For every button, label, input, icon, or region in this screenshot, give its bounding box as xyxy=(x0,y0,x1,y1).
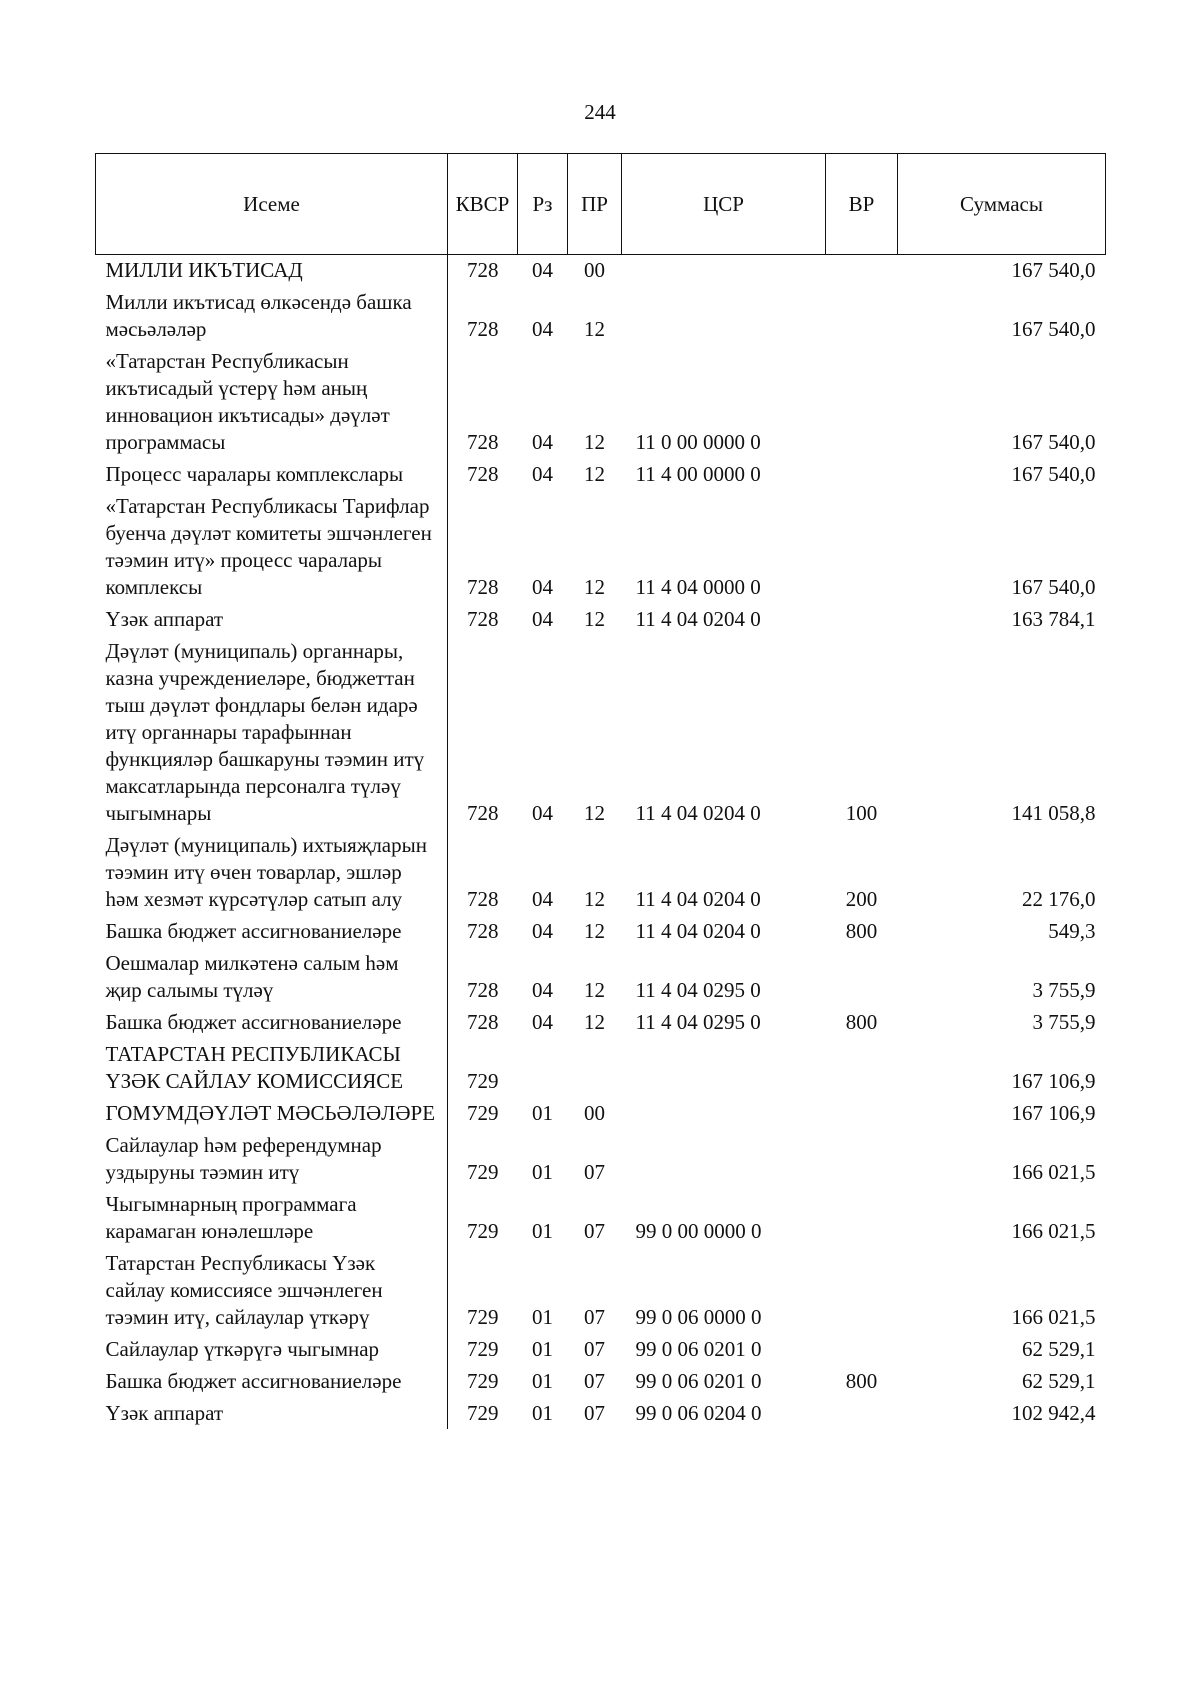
cell-rz: 04 xyxy=(532,607,553,631)
table-row xyxy=(96,1188,1106,1247)
row-name-text: Чыгымнарның программага карамаган юнәлешләре xyxy=(105,1192,357,1243)
header-vr: ВР xyxy=(826,154,898,255)
cell-name xyxy=(96,490,448,603)
cell-vr xyxy=(826,1247,898,1333)
cell-rz: 01 xyxy=(532,1219,553,1243)
cell-csr: 99 0 00 0000 0 xyxy=(635,1219,762,1243)
cell-kvsr: 729 xyxy=(448,1097,518,1129)
cell-kvsr: 728 xyxy=(448,286,518,345)
cell-pr: 12 xyxy=(584,801,605,825)
table-row xyxy=(96,1333,1106,1365)
cell-vr xyxy=(826,458,898,490)
cell-pr: 12 xyxy=(584,607,605,631)
cell-sum: 549,3 xyxy=(1048,919,1096,943)
cell-kvsr: 729 xyxy=(448,1129,518,1188)
cell-sum: 166 021,5 xyxy=(1011,1305,1096,1329)
cell-vr: 800 xyxy=(845,919,878,943)
row-name-text: ТАТАРСТАН РЕСПУБЛИКАСЫ ҮЗӘК САЙЛАУ КОМИССИЯСЕ xyxy=(105,1042,404,1093)
cell-csr: 99 0 06 0201 0 xyxy=(635,1337,762,1361)
cell-sum: 166 021,5 xyxy=(1011,1219,1096,1243)
cell-csr xyxy=(622,1038,826,1097)
header-csr: ЦСР xyxy=(622,154,826,255)
table-row xyxy=(96,1129,1106,1188)
cell-pr: 07 xyxy=(584,1305,605,1329)
table-body xyxy=(96,255,1106,1430)
cell-name xyxy=(96,1188,448,1247)
page-number: 244 xyxy=(584,100,616,124)
cell-vr: 800 xyxy=(845,1369,878,1393)
cell-name xyxy=(96,1247,448,1333)
row-name-text: Дәүләт (муниципаль) органнары, казна учреждениеләре, бюджеттан тыш дәүләт фондлары белән идарә итү органнары тарафыннан функцияләр башкаруны тәэмин итү максатларында персоналга түләү чыгымнары xyxy=(105,639,425,825)
cell-kvsr: 728 xyxy=(448,603,518,635)
cell-sum: 167 540,0 xyxy=(1011,462,1096,486)
cell-vr xyxy=(826,255,898,287)
table-row xyxy=(96,255,1106,287)
row-name-text: Татарстан Республикасы Үзәк сайлау комиссиясе эшчәнлеген тәэмин итү, сайлаулар үткәрү xyxy=(105,1251,383,1329)
cell-vr: 100 xyxy=(845,801,878,825)
cell-pr: 12 xyxy=(584,887,605,911)
cell-vr xyxy=(826,1333,898,1365)
cell-csr: 11 4 04 0204 0 xyxy=(635,801,761,825)
cell-csr xyxy=(622,255,826,287)
header-kvsr: КВСР xyxy=(448,154,518,255)
header-sum: Суммасы xyxy=(898,154,1106,255)
cell-rz: 04 xyxy=(532,430,553,454)
header-pr: ПР xyxy=(568,154,622,255)
cell-pr: 00 xyxy=(584,258,605,282)
cell-sum: 167 540,0 xyxy=(1011,575,1096,599)
cell-csr: 11 4 04 0000 0 xyxy=(635,575,761,599)
cell-name xyxy=(96,1397,448,1429)
cell-vr xyxy=(826,947,898,1006)
cell-sum: 167 106,9 xyxy=(1011,1069,1096,1093)
cell-sum: 163 784,1 xyxy=(1011,607,1096,631)
row-name-text: Сайлаулар үткәрүгә чыгымнар xyxy=(105,1337,380,1361)
cell-sum: 62 529,1 xyxy=(1022,1337,1096,1361)
row-name-text: Башка бюджет ассигнованиеләре xyxy=(105,919,402,943)
cell-kvsr: 729 xyxy=(448,1247,518,1333)
table-row xyxy=(96,829,1106,915)
table-row xyxy=(96,947,1106,1006)
row-name-text: Процесс чаралары комплекслары xyxy=(105,462,404,486)
table-header xyxy=(96,154,1106,255)
cell-pr: 07 xyxy=(584,1337,605,1361)
cell-sum: 102 942,4 xyxy=(1011,1401,1096,1425)
table-row xyxy=(96,915,1106,947)
cell-rz: 01 xyxy=(532,1337,553,1361)
row-name-text: Башка бюджет ассигнованиеләре xyxy=(105,1369,402,1393)
cell-pr xyxy=(568,1038,622,1097)
row-name-text: Оешмалар милкәтенә салым һәм җир салымы түләү xyxy=(105,951,399,1002)
cell-pr: 12 xyxy=(584,1010,605,1034)
cell-rz: 04 xyxy=(532,575,553,599)
cell-name xyxy=(96,1333,448,1365)
table-row xyxy=(96,1365,1106,1397)
cell-kvsr: 728 xyxy=(448,915,518,947)
row-name-text: Үзәк аппарат xyxy=(105,1401,224,1425)
cell-name xyxy=(96,635,448,829)
cell-name xyxy=(96,1038,448,1097)
cell-rz: 04 xyxy=(532,919,553,943)
cell-name xyxy=(96,1006,448,1038)
cell-vr xyxy=(826,603,898,635)
cell-vr xyxy=(826,345,898,458)
cell-kvsr: 728 xyxy=(448,458,518,490)
cell-name xyxy=(96,1365,448,1397)
cell-name xyxy=(96,947,448,1006)
cell-rz: 04 xyxy=(532,258,553,282)
cell-name xyxy=(96,286,448,345)
cell-vr: 200 xyxy=(845,887,878,911)
table-row xyxy=(96,1397,1106,1429)
cell-csr: 99 0 06 0201 0 xyxy=(635,1369,762,1393)
cell-name xyxy=(96,255,448,287)
cell-csr: 11 4 04 0204 0 xyxy=(635,919,761,943)
cell-csr xyxy=(622,1097,826,1129)
cell-vr xyxy=(826,286,898,345)
row-name-text: Дәүләт (муниципаль) ихтыяҗларын тәэмин итү өчен товарлар, эшләр һәм хезмәт күрсәтүләр сатып алу xyxy=(105,833,427,911)
cell-name xyxy=(96,1129,448,1188)
cell-csr: 11 4 04 0295 0 xyxy=(635,978,761,1002)
cell-kvsr: 728 xyxy=(448,829,518,915)
row-name-text: Сайлаулар һәм референдумнар уздыруны тәэмин итү xyxy=(105,1133,382,1184)
cell-rz: 04 xyxy=(532,801,553,825)
cell-csr: 11 4 04 0204 0 xyxy=(635,607,761,631)
cell-name xyxy=(96,829,448,915)
cell-csr: 99 0 06 0204 0 xyxy=(635,1401,762,1425)
table-row xyxy=(96,635,1106,829)
cell-kvsr: 728 xyxy=(448,635,518,829)
cell-rz: 04 xyxy=(532,887,553,911)
row-name-text: ГОМУМДӘҮЛӘТ МӘСЬӘЛӘЛӘРЕ xyxy=(105,1101,436,1125)
cell-pr: 07 xyxy=(584,1401,605,1425)
cell-csr: 99 0 06 0000 0 xyxy=(635,1305,762,1329)
cell-name xyxy=(96,1097,448,1129)
cell-csr: 11 4 04 0295 0 xyxy=(635,1010,761,1034)
cell-rz: 04 xyxy=(532,317,553,341)
cell-rz: 04 xyxy=(532,1010,553,1034)
cell-vr xyxy=(826,490,898,603)
cell-kvsr: 729 xyxy=(448,1188,518,1247)
table-row xyxy=(96,345,1106,458)
cell-sum: 166 021,5 xyxy=(1011,1160,1096,1184)
cell-rz: 01 xyxy=(532,1305,553,1329)
cell-kvsr: 728 xyxy=(448,490,518,603)
cell-csr xyxy=(622,1129,826,1188)
cell-rz xyxy=(518,1038,568,1097)
header-rz: Рз xyxy=(518,154,568,255)
table-row xyxy=(96,490,1106,603)
cell-sum: 22 176,0 xyxy=(1022,887,1096,911)
table-row xyxy=(96,603,1106,635)
cell-name xyxy=(96,458,448,490)
cell-vr: 800 xyxy=(845,1010,878,1034)
cell-pr: 12 xyxy=(584,462,605,486)
cell-rz: 01 xyxy=(532,1101,553,1125)
budget-table xyxy=(95,153,1106,1429)
cell-pr: 07 xyxy=(584,1160,605,1184)
cell-kvsr: 728 xyxy=(448,345,518,458)
table-row xyxy=(96,1097,1106,1129)
cell-sum: 167 540,0 xyxy=(1011,317,1096,341)
cell-rz: 01 xyxy=(532,1160,553,1184)
cell-pr: 07 xyxy=(584,1219,605,1243)
table-row xyxy=(96,1247,1106,1333)
cell-pr: 07 xyxy=(584,1369,605,1393)
cell-vr xyxy=(826,1188,898,1247)
cell-csr: 11 4 00 0000 0 xyxy=(635,462,761,486)
cell-sum: 141 058,8 xyxy=(1011,801,1096,825)
cell-sum: 3 755,9 xyxy=(1032,1010,1096,1034)
cell-vr xyxy=(826,1038,898,1097)
row-name-text: «Татарстан Республикасы Тарифлар буенча дәүләт комитеты эшчәнлеген тәэмин итү» процесс чаралары комплексы xyxy=(105,494,432,599)
cell-name xyxy=(96,915,448,947)
cell-kvsr: 729 xyxy=(448,1333,518,1365)
cell-sum: 167 540,0 xyxy=(1011,258,1096,282)
header-name: Исеме xyxy=(96,154,448,255)
cell-sum: 3 755,9 xyxy=(1032,978,1096,1002)
row-name-text: Башка бюджет ассигнованиеләре xyxy=(105,1010,402,1034)
cell-sum: 62 529,1 xyxy=(1022,1369,1096,1393)
cell-vr xyxy=(826,1397,898,1429)
cell-vr xyxy=(826,1097,898,1129)
cell-vr xyxy=(826,1129,898,1188)
cell-csr: 11 4 04 0204 0 xyxy=(635,887,761,911)
cell-pr: 12 xyxy=(584,978,605,1002)
cell-name xyxy=(96,603,448,635)
cell-pr: 00 xyxy=(584,1101,605,1125)
row-name-text: «Татарстан Республикасын икътисадый үстерү һәм аның инновацион икътисады» дәүләт программасы xyxy=(105,349,390,454)
cell-kvsr: 729 xyxy=(448,1038,518,1097)
cell-kvsr: 729 xyxy=(448,1397,518,1429)
row-name-text: МИЛЛИ ИКЪТИСАД xyxy=(105,258,303,282)
cell-kvsr: 728 xyxy=(448,947,518,1006)
cell-pr: 12 xyxy=(584,317,605,341)
table-row xyxy=(96,458,1106,490)
table-row xyxy=(96,1038,1106,1097)
cell-pr: 12 xyxy=(584,575,605,599)
cell-pr: 12 xyxy=(584,919,605,943)
cell-rz: 01 xyxy=(532,1401,553,1425)
cell-kvsr: 728 xyxy=(448,255,518,287)
cell-pr: 12 xyxy=(584,430,605,454)
table-row xyxy=(96,1006,1106,1038)
cell-sum: 167 540,0 xyxy=(1011,430,1096,454)
cell-csr: 11 0 00 0000 0 xyxy=(635,430,761,454)
cell-rz: 04 xyxy=(532,978,553,1002)
cell-name xyxy=(96,345,448,458)
cell-kvsr: 729 xyxy=(448,1365,518,1397)
table-row xyxy=(96,286,1106,345)
cell-rz: 01 xyxy=(532,1369,553,1393)
row-name-text: Милли икътисад өлкәсендә башка мәсьәләләр xyxy=(105,290,412,341)
cell-sum: 167 106,9 xyxy=(1011,1101,1096,1125)
cell-csr xyxy=(622,286,826,345)
cell-kvsr: 728 xyxy=(448,1006,518,1038)
cell-rz: 04 xyxy=(532,462,553,486)
row-name-text: Үзәк аппарат xyxy=(105,607,224,631)
